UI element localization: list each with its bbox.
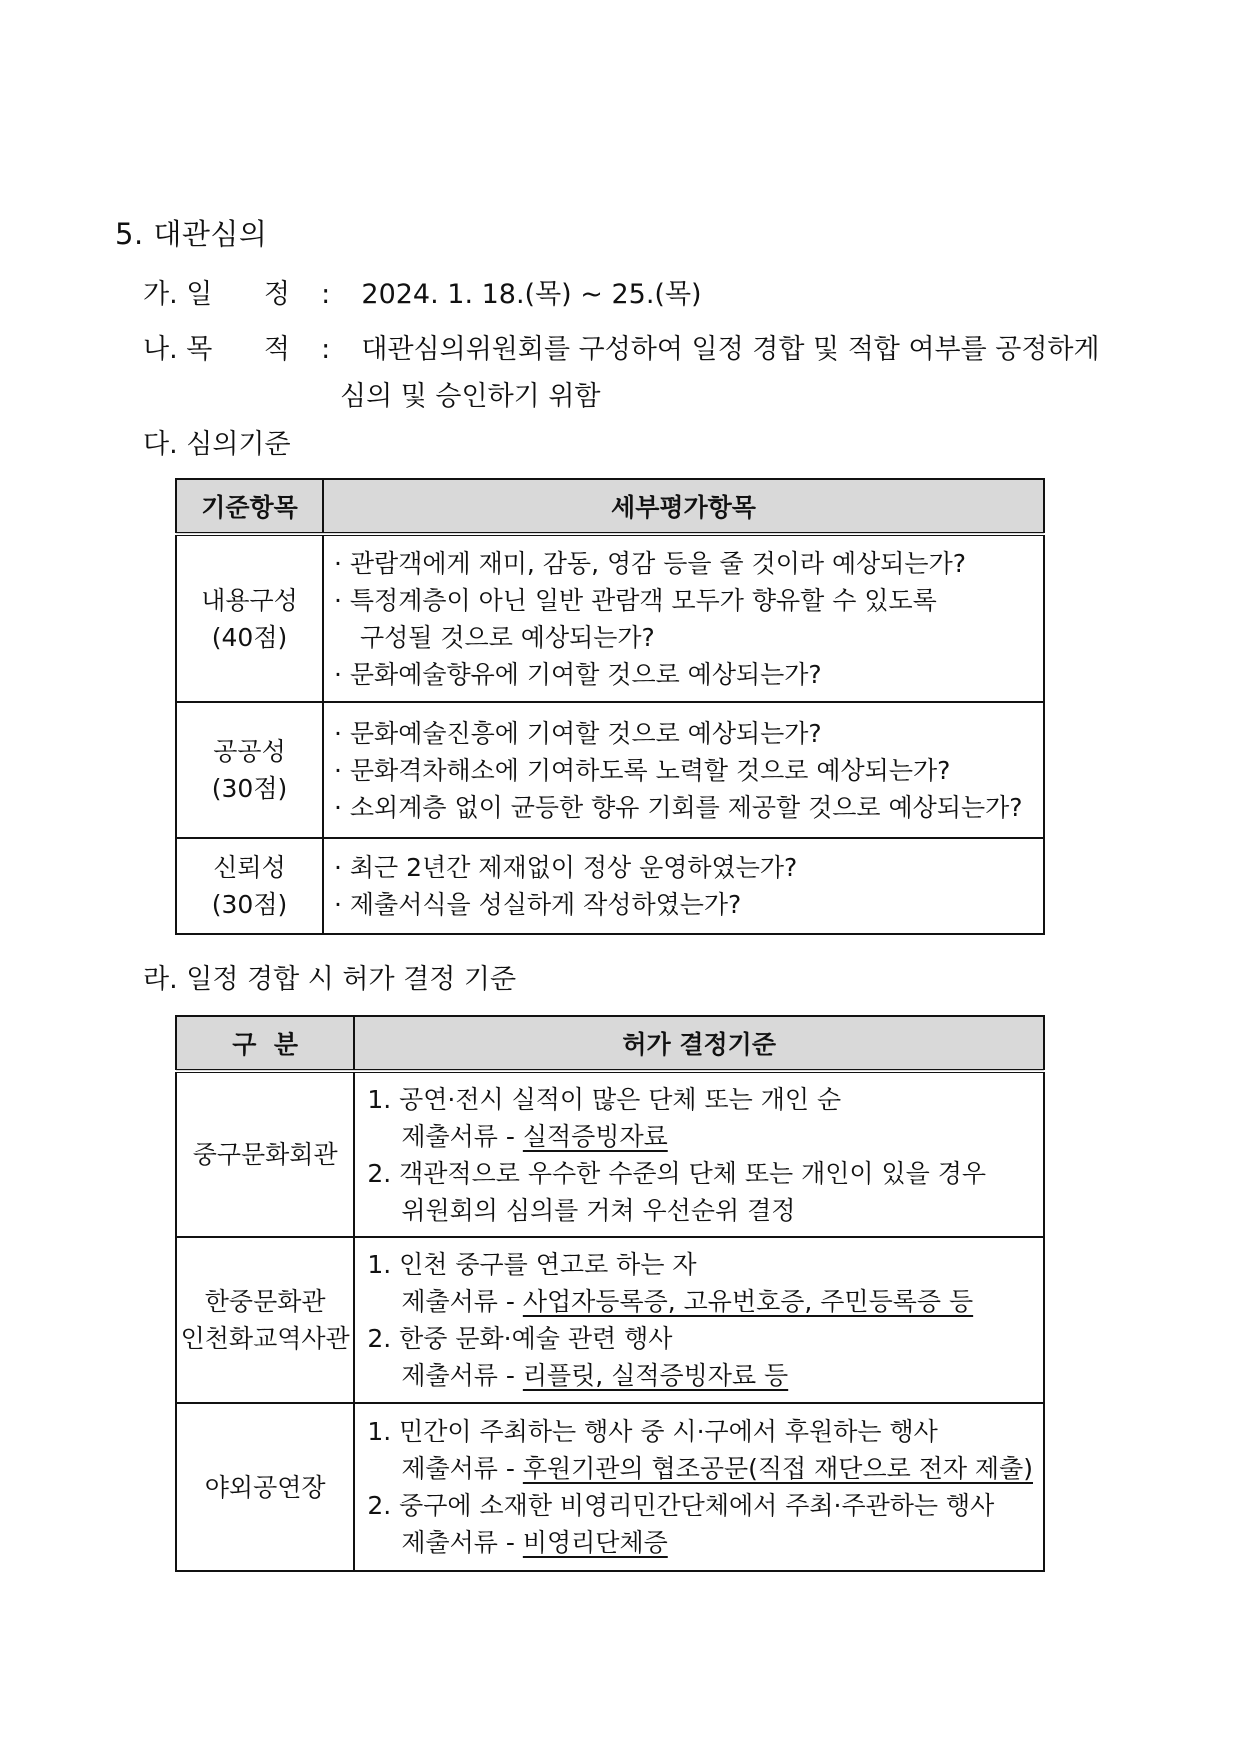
- criteria-items-cell: [323, 838, 1044, 934]
- criteria-row: [176, 702, 1044, 838]
- doc-prefix: 제출서류 -: [401, 1361, 523, 1390]
- purpose-label: 나. 목 적: [143, 334, 290, 365]
- schedule-colon: :: [321, 279, 331, 310]
- criteria-category-cell: [176, 534, 323, 702]
- conflict-items-cell: [354, 1403, 1044, 1571]
- doc-required: 후원기관의 협조공문(직접 재단으로 전자 제출): [522, 1454, 1033, 1483]
- conflict-item: 2. 객관적으로 우수한 수준의 단체 또는 개인이 있을 경우: [367, 1158, 987, 1188]
- purpose-colon: :: [321, 334, 331, 365]
- doc-required: 리플릿, 실적증빙자료 등: [522, 1361, 789, 1390]
- purpose-text-line2: 심의 및 승인하기 위함: [340, 381, 601, 412]
- criteria-header-items: 세부평가항목: [323, 479, 1044, 534]
- criteria-item-continuation: 구성될 것으로 예상되는가?: [360, 622, 655, 652]
- conflict-items-cell: [354, 1237, 1044, 1403]
- conflict-category: 야외공연장: [204, 1472, 326, 1502]
- conflict-item: 1. 인천 중구를 연고로 하는 자: [367, 1250, 697, 1279]
- criteria-item: · 문화격차해소에 기여하도록 노력할 것으로 예상되는가?: [334, 755, 951, 785]
- criteria-header-row: [176, 479, 1044, 534]
- criteria-points: (40점): [211, 622, 288, 652]
- conflict-category: 한중문화관: [204, 1287, 326, 1316]
- section-title: 5. 대관심의: [115, 217, 268, 251]
- conflict-table: [175, 1015, 1045, 1572]
- criteria-item: · 특정계층이 아닌 일반 관람객 모두가 향유할 수 있도록: [334, 585, 937, 615]
- doc-required: 실적증빙자료: [522, 1121, 668, 1151]
- purpose-text-line1: 대관심의위원회를 구성하여 일정 경합 및 적합 여부를 공정하게: [361, 334, 1100, 365]
- criteria-item: · 제출서식을 성실하게 작성하였는가?: [334, 890, 742, 919]
- conflict-item-note: 위원회의 심의를 거쳐 우선순위 결정: [401, 1195, 796, 1225]
- criteria-table: [175, 478, 1045, 935]
- doc-prefix: 제출서류 -: [401, 1528, 523, 1557]
- conflict-item: 2. 한중 문화·예술 관련 행사: [367, 1324, 673, 1353]
- criteria-points: (30점): [211, 774, 288, 803]
- purpose-line: [143, 327, 1100, 366]
- criteria-items-cell: [323, 702, 1044, 838]
- conflict-row: [176, 1071, 1044, 1237]
- criteria-header-category: 기준항목: [176, 479, 323, 534]
- conflict-doc-line: [365, 1118, 1033, 1155]
- criteria-item: · 관람객에게 재미, 감동, 영감 등을 줄 것이라 예상되는가?: [334, 548, 966, 578]
- criteria-heading: 다. 심의기준: [143, 429, 291, 460]
- criteria-item: · 문화예술향유에 기여할 것으로 예상되는가?: [334, 659, 822, 689]
- conflict-category: 중구문화회관: [192, 1140, 338, 1169]
- criteria-items-cell: [323, 534, 1044, 702]
- schedule-value: 2024. 1. 18.(목) ~ 25.(목): [361, 279, 702, 310]
- doc-prefix: 제출서류 -: [401, 1454, 523, 1483]
- criteria-category: 공공성: [213, 737, 286, 766]
- criteria-category: 신뢰성: [213, 853, 286, 882]
- doc-required: 사업자등록증, 고유번호증, 주민등록증 등: [522, 1287, 974, 1316]
- criteria-row: [176, 534, 1044, 702]
- schedule-line: [143, 272, 702, 311]
- doc-required: 비영리단체증: [522, 1528, 668, 1557]
- conflict-doc-line: [365, 1524, 1033, 1561]
- criteria-item: · 소외계층 없이 균등한 향유 기회를 제공할 것으로 예상되는가?: [334, 792, 1023, 822]
- doc-prefix: 제출서류 -: [401, 1121, 523, 1151]
- criteria-points: (30점): [211, 890, 288, 919]
- conflict-items-cell: [354, 1071, 1044, 1237]
- criteria-category: 내용구성: [201, 585, 298, 615]
- doc-prefix: 제출서류 -: [401, 1287, 523, 1316]
- conflict-heading: 라. 일정 경합 시 허가 결정 기준: [143, 964, 517, 995]
- conflict-row: [176, 1237, 1044, 1403]
- schedule-label: 가. 일 정: [143, 279, 290, 310]
- conflict-doc-line: [365, 1450, 1033, 1487]
- conflict-header-criteria: 허가 결정기준: [354, 1016, 1044, 1071]
- conflict-category-cell: [176, 1403, 354, 1571]
- conflict-item: 1. 민간이 주최하는 행사 중 시·구에서 후원하는 행사: [367, 1417, 938, 1446]
- conflict-header-row: [176, 1016, 1044, 1071]
- criteria-item: · 최근 2년간 제재없이 정상 운영하였는가?: [334, 853, 798, 882]
- criteria-category-cell: [176, 838, 323, 934]
- criteria-item: · 문화예술진흥에 기여할 것으로 예상되는가?: [334, 718, 822, 748]
- conflict-doc-line: [365, 1283, 1033, 1320]
- criteria-category-cell: [176, 702, 323, 838]
- conflict-item: 2. 중구에 소재한 비영리민간단체에서 주최·주관하는 행사: [367, 1491, 995, 1520]
- conflict-category-cell: [176, 1237, 354, 1403]
- conflict-row: [176, 1403, 1044, 1571]
- conflict-header-category: 구 분: [176, 1016, 354, 1071]
- conflict-category-cell: [176, 1071, 354, 1237]
- conflict-category: 인천화교역사관: [180, 1324, 350, 1353]
- criteria-row: [176, 838, 1044, 934]
- conflict-doc-line: [365, 1357, 1033, 1394]
- conflict-item: 1. 공연·전시 실적이 많은 단체 또는 개인 순: [367, 1084, 842, 1114]
